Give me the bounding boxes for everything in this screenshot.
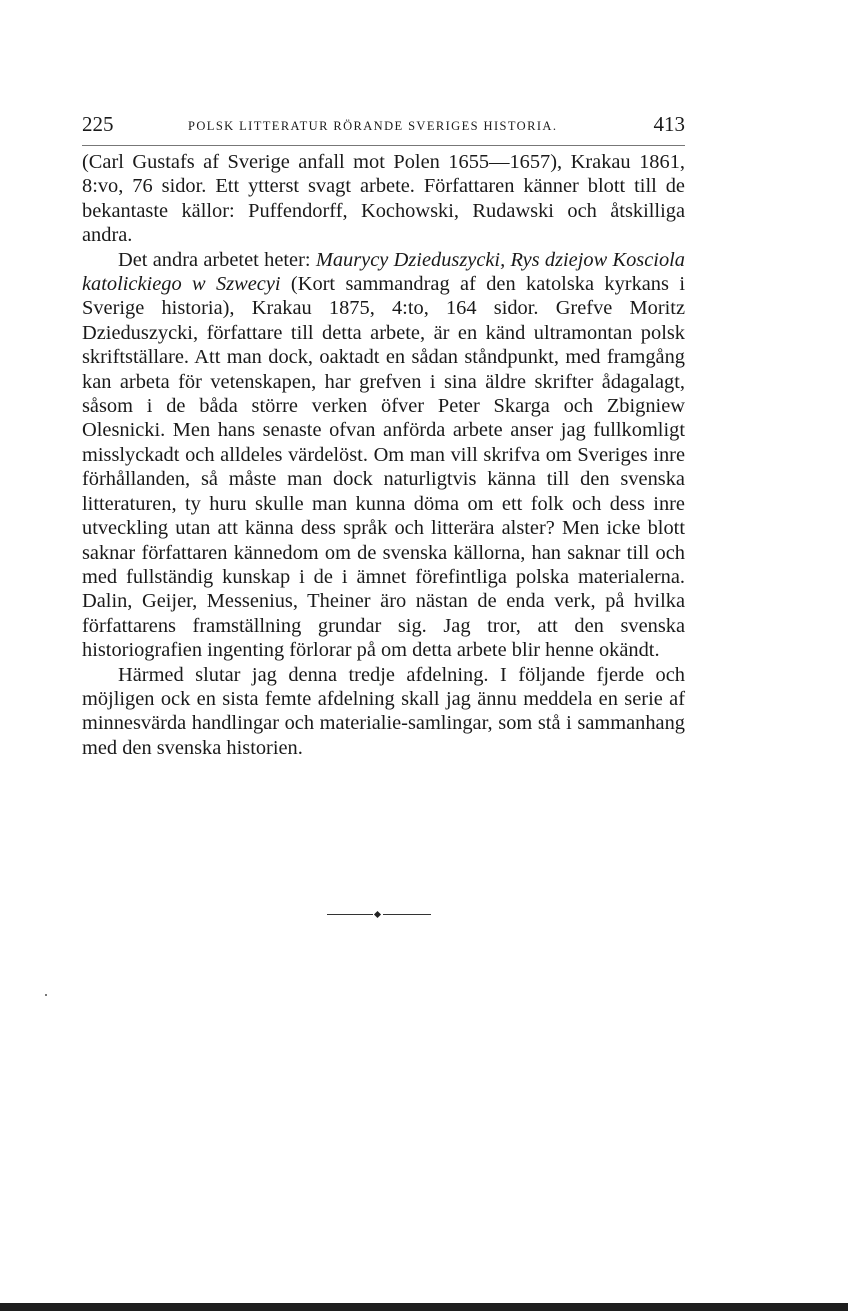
running-title: POLSK LITTERATUR RÖRANDE SVERIGES HISTORIA.	[188, 119, 558, 133]
italic-title-text: Maurycy Dzieduszycki, Rys dziejow Kosciola katolickiego w Szwecyi	[82, 248, 685, 296]
page-number-right: 413	[653, 112, 685, 136]
ornament-diamond-icon	[374, 911, 381, 918]
paper-speck	[45, 994, 47, 996]
paragraph-text: (Kort sammandrag af den katolska kyrkans i Sverige historia), Krakau 1875, 4:to, 164 sidor. Grefve Moritz Dzieduszycki, författare till detta arbete, är en känd ultramontan polsk skriftställare. Att man dock, oaktadt en sådan ståndpunkt, med framgång kan arbeta för vetenskapen, har grefven i sina äldre skrifter ådagalagt, såsom i de båda större verken öfver Peter Skarga och Zbigniew Olesnicki. Men hans senaste ofvan anförda arbete anser jag fullkomligt misslyckadt och alldeles värdelöst. Om man vill skrifva om Sveriges inre förhållanden, så måste man dock naturligtvis känna till den svenska litteraturen, ty huru skulle man kunna döma om ett folk och dess inre utveckling utan att känna dess språk och litterära alster? Men icke blott saknar författaren kännedom om de svenska källorna, han saknar till och med fullständig kunskap i de i ämnet förefintliga polska materialerna. Dalin, Geijer, Messenius, Theiner äro nästan de enda verk, på hvilka författarens framställning grundar sig. Jag tror, att den svenska historiografien ingenting förlorar på om detta arbete blir henne okändt.	[82, 273, 685, 662]
end-ornament	[327, 912, 431, 918]
ornament-line-left	[327, 914, 373, 915]
page-number-left: 225	[82, 112, 114, 136]
paragraph	[82, 663, 685, 761]
header-rule	[82, 145, 685, 146]
paragraph-text: Det andra arbetet heter:	[118, 248, 316, 271]
scan-bottom-edge	[0, 1303, 848, 1311]
paragraph	[82, 150, 685, 248]
paragraph	[82, 248, 685, 663]
paragraph-text: (Carl Gustafs af Sverige anfall mot Polen 1655—1657), Krakau 1861, 8:vo, 76 sidor. Ett ytterst svagt arbete. Författaren känner blott till de bekantaste källor: Puffendorff, Kochowski, Rudawski och åtskilliga andra.	[82, 151, 685, 247]
running-header	[82, 112, 685, 142]
ornament-line-right	[383, 914, 431, 915]
paragraph-text: Härmed slutar jag denna tredje afdelning. I följande fjerde och möjligen ock en sista femte afdelning skall jag ännu meddela en serie af minnesvärda handlingar och materialie-samlingar, som stå i sammanhang med den svenska historien.	[82, 663, 685, 759]
body-text	[82, 150, 685, 760]
